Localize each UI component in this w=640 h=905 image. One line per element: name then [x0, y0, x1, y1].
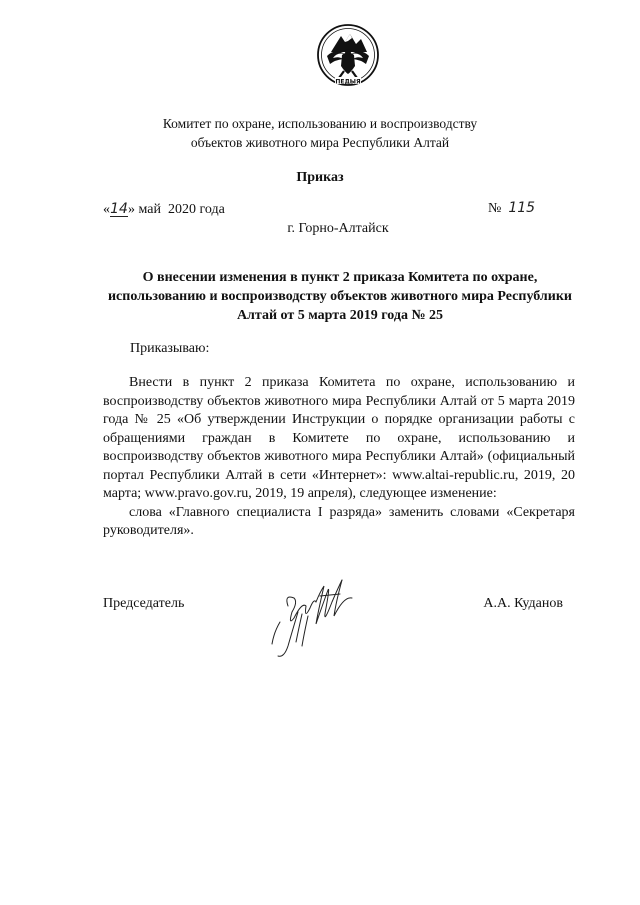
- city: г. Горно-Алтайск: [287, 221, 389, 236]
- date-open-quote: «: [103, 202, 110, 217]
- number-value: 115: [508, 200, 536, 216]
- organization-line-1: Комитет по охране, использованию и воспроизводству: [162, 116, 478, 131]
- document-date: [103, 202, 225, 218]
- handwritten-signature: [258, 572, 368, 662]
- order-word: Приказываю:: [130, 341, 210, 356]
- document-type: Приказ: [296, 170, 344, 185]
- coat-of-arms-icon: [315, 22, 381, 92]
- signatory-name: А.А. Куданов: [483, 596, 563, 611]
- organization-line-2: объектов животного мира Республики Алтай: [190, 135, 450, 150]
- paragraph-2: слова «Главного специалиста I разряда» заменить словами «Секретаря руководителя».: [103, 504, 575, 538]
- document-heading: О внесении изменения в пункт 2 приказа Комитета по охране, использованию и воспроизводству объектов животного мира Республики Алтай от 5 марта 2019 года № 25: [107, 270, 572, 323]
- emblem-caption: ПЕДЫЯ: [335, 78, 361, 86]
- document-number: [488, 200, 536, 217]
- date-day: 14: [110, 201, 128, 217]
- date-month-year: май 2020 года: [138, 202, 225, 217]
- document-body: [103, 374, 575, 541]
- signatory-position: Председатель: [103, 596, 185, 611]
- paragraph-1: Внести в пункт 2 приказа Комитета по охране, использованию и воспроизводству объектов животного мира Республики Алтай от 5 марта 2019 года № 25 «Об утверждении Инструкции о порядке организации работы с обращениями граждан в Комитете по охране, использованию и воспроизводству объектов животного мира Республики Алтай» (официальный портал Республики Алтай в сети «Интернет»: www.altai-republic.ru, 2019, 20 марта; www.pravo.gov.ru, 2019, 19 апреля), следующее изменение:: [103, 375, 575, 501]
- number-label: №: [488, 201, 502, 216]
- date-close-quote: »: [128, 202, 135, 217]
